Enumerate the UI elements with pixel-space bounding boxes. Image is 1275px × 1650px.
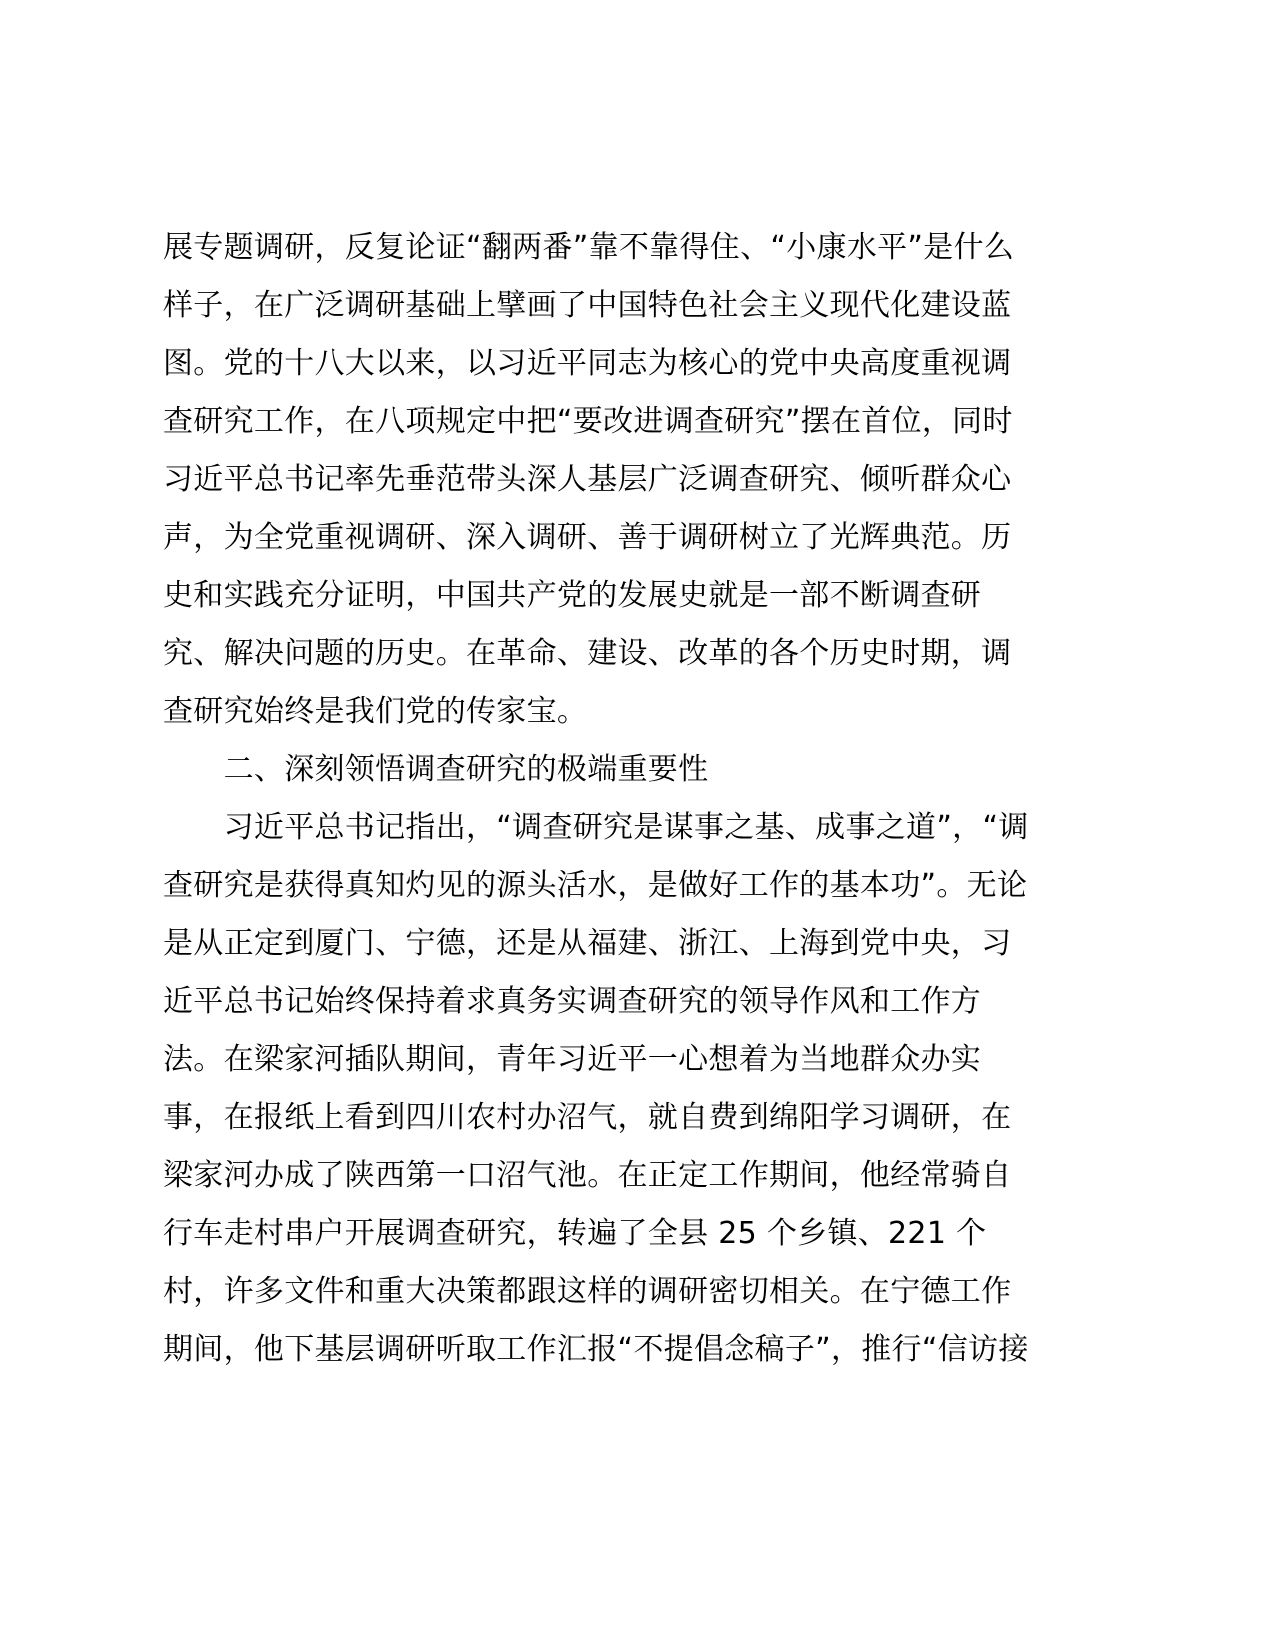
text-line: 习近平总书记率先垂范带头深人基层广泛调查研究、倾听群众心 xyxy=(163,462,1012,497)
text-line: 行车走村串户开展调查研究，转遍了全县 25 个乡镇、221 个 xyxy=(163,1216,987,1251)
text-line: 查研究是获得真知灼见的源头活水，是做好工作的基本功”。无论 xyxy=(163,868,1028,903)
text-line: 近平总书记始终保持着求真务实调查研究的领导作风和工作方 xyxy=(163,984,982,1019)
text-line: 史和实践充分证明，中国共产党的发展史就是一部不断调查研 xyxy=(163,578,982,613)
text-line: 查研究始终是我们党的传家宝。 xyxy=(163,694,588,729)
text-line: 声，为全党重视调研、深入调研、善于调研树立了光辉典范。历 xyxy=(163,520,1012,555)
text-line: 期间，他下基层调研听取工作汇报“不提倡念稿子”，推行“信访接 xyxy=(163,1332,1029,1367)
text-line: 究、解决问题的历史。在革命、建设、改革的各个历史时期，调 xyxy=(163,636,1012,671)
text-line: 法。在梁家河插队期间，青年习近平一心想着为当地群众办实 xyxy=(163,1042,982,1077)
text-line: 是从正定到厦门、宁德，还是从福建、浙江、上海到党中央，习 xyxy=(163,926,1012,961)
section-heading: 二、深刻领悟调查研究的极端重要性 xyxy=(163,752,709,787)
body-text xyxy=(163,219,1123,1379)
text-line: 习近平总书记指出，“调查研究是谋事之基、成事之道”，“调 xyxy=(163,810,1029,845)
text-line: 展专题调研，反复论证“翻两番”靠不靠得住、“小康水平”是什么 xyxy=(163,230,1015,265)
text-line: 查研究工作，在八项规定中把“要改进调查研究”摆在首位，同时 xyxy=(163,404,1013,439)
text-line: 图。党的十八大以来，以习近平同志为核心的党中央高度重视调 xyxy=(163,346,1012,381)
text-line: 村，许多文件和重大决策都跟这样的调研密切相关。在宁德工作 xyxy=(163,1274,1012,1309)
text-line: 梁家河办成了陕西第一口沼气池。在正定工作期间，他经常骑自 xyxy=(163,1158,1012,1193)
text-line: 样子，在广泛调研基础上擘画了中国特色社会主义现代化建设蓝 xyxy=(163,288,1012,323)
text-line: 事，在报纸上看到四川农村办沼气，就自费到绵阳学习调研，在 xyxy=(163,1100,1012,1135)
